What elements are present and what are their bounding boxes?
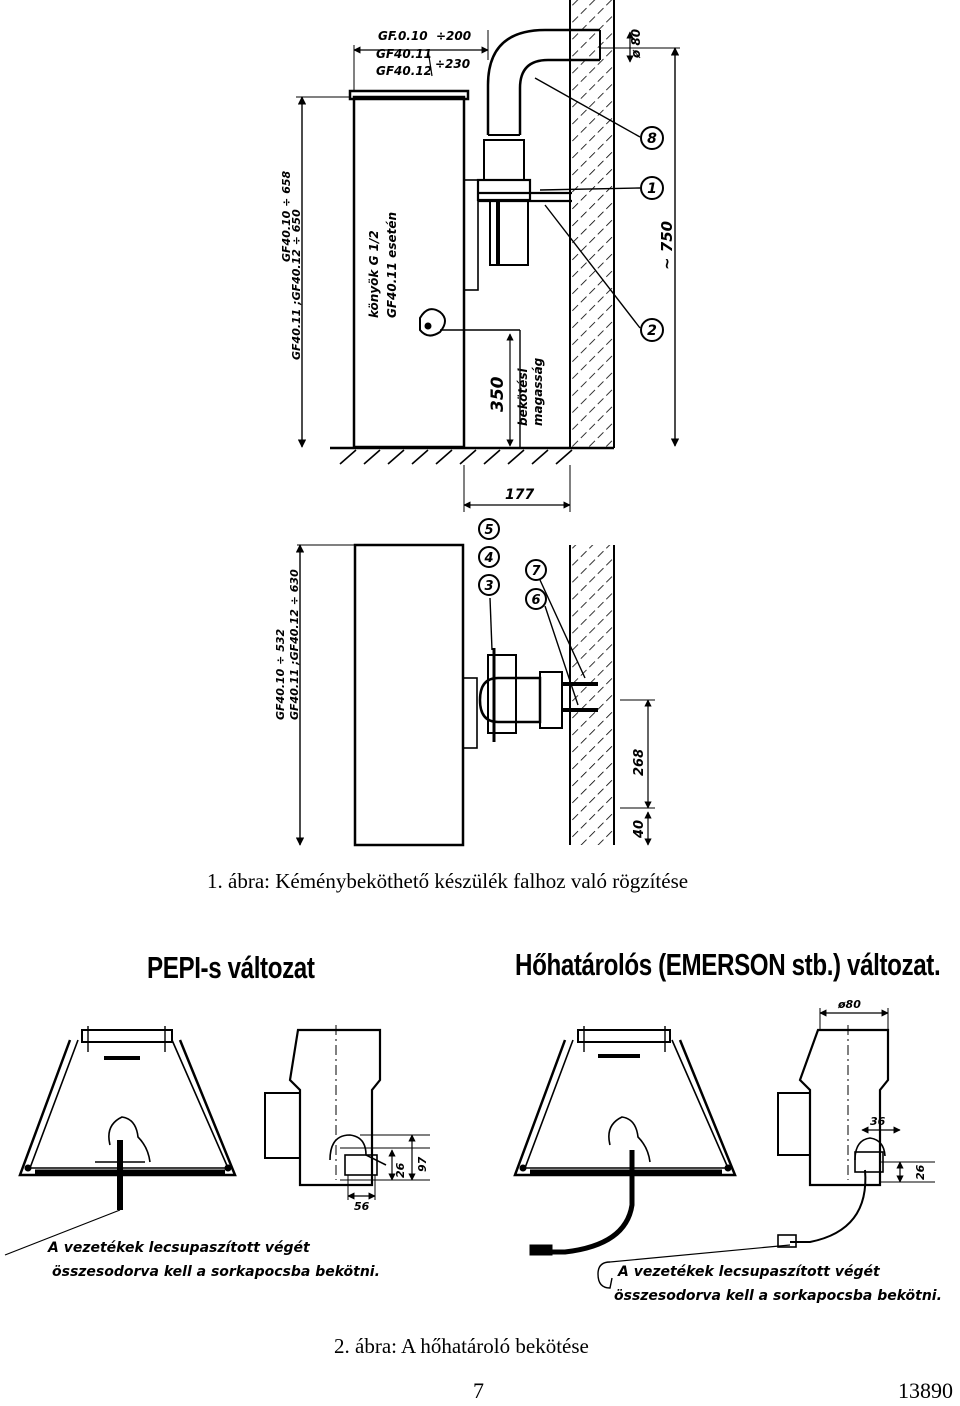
wall-hatched-bottom — [570, 545, 614, 845]
figure1-top-view — [296, 0, 680, 512]
figure1-side-view — [297, 519, 655, 845]
callout-7: 7 — [531, 564, 541, 579]
callout-1: 1 — [647, 181, 657, 197]
appliance-lid — [350, 91, 468, 99]
label-bekotesi-1: bekötési — [516, 368, 530, 426]
note-right-line2: összesodorva kell a sorkapocsba bekötni. — [614, 1288, 942, 1304]
dim-97: 97 — [416, 1156, 429, 1172]
figure2-title-right: Hőhatárolós (EMERSON stb.) változat. — [515, 947, 941, 982]
label-bekotesi-2: magasság — [531, 357, 545, 426]
note-left-line2: összesodorva kell a sorkapocsba bekötni. — [52, 1264, 380, 1280]
callout-6: 6 — [531, 593, 541, 608]
page-number: 7 — [473, 1378, 484, 1403]
dim-phi80: ø80 — [838, 998, 861, 1011]
label-gf11: GF40.11 — [376, 47, 433, 61]
label-height-left: GF40.11 ;GF40.12 ÷ 650 — [290, 209, 303, 360]
label-gf1112-dim: ÷230 — [435, 57, 471, 71]
figure1-caption: 1. ábra: Kéménybeköthető készülék falhoz való rögzítése — [207, 869, 689, 893]
callout-5: 5 — [484, 523, 494, 538]
appliance-body-side — [355, 545, 463, 845]
label-approx-750: ~ 750 — [658, 220, 676, 270]
callout-2: 2 — [647, 323, 657, 339]
label-height-bottom-a: GF40.11 ;GF40.12 ÷ 630 — [288, 569, 301, 720]
label-dim-268: 268 — [632, 748, 647, 776]
label-diameter: ø 80 — [629, 28, 643, 58]
callout-3: 3 — [484, 579, 494, 594]
label-gf10-dim: ÷200 — [436, 29, 472, 43]
figure2-caption: 2. ábra: A hőhatároló bekötése — [334, 1334, 589, 1358]
label-dim-350: 350 — [488, 376, 508, 412]
wall-hatched-top — [570, 0, 614, 448]
figure2-pepi-drawing — [5, 1025, 430, 1255]
label-konyok-2: GF40.11 esetén — [385, 211, 399, 318]
note-left-line1: A vezetékek lecsupaszított végét — [48, 1240, 310, 1256]
callout-8: 8 — [647, 131, 657, 147]
label-gf12: GF40.12 — [376, 64, 433, 78]
label-dim-40: 40 — [632, 819, 647, 838]
figure2-emerson-drawing — [515, 1008, 935, 1288]
dim-36: 36 — [870, 1115, 886, 1128]
figure2-title-left: PEPI-s változat — [147, 950, 315, 985]
label-konyok-1: könyök G 1/2 — [367, 230, 381, 318]
dim-56: 56 — [354, 1200, 370, 1213]
document-number: 13890 — [898, 1378, 953, 1403]
dim-26-left: 26 — [394, 1162, 407, 1178]
label-gf10: GF.0.10 — [378, 29, 428, 43]
callout-4: 4 — [484, 551, 494, 566]
figure1-labels — [274, 29, 676, 839]
dim-26-right: 26 — [914, 1164, 927, 1180]
label-height-bottom-b: GF40.10 ÷ 532 — [274, 628, 287, 720]
label-dim-177: 177 — [505, 487, 535, 503]
note-right-line1: A vezetékek lecsupaszított végét — [618, 1264, 880, 1280]
label-height-left-b: GF40.10 ÷ 658 — [280, 170, 293, 262]
